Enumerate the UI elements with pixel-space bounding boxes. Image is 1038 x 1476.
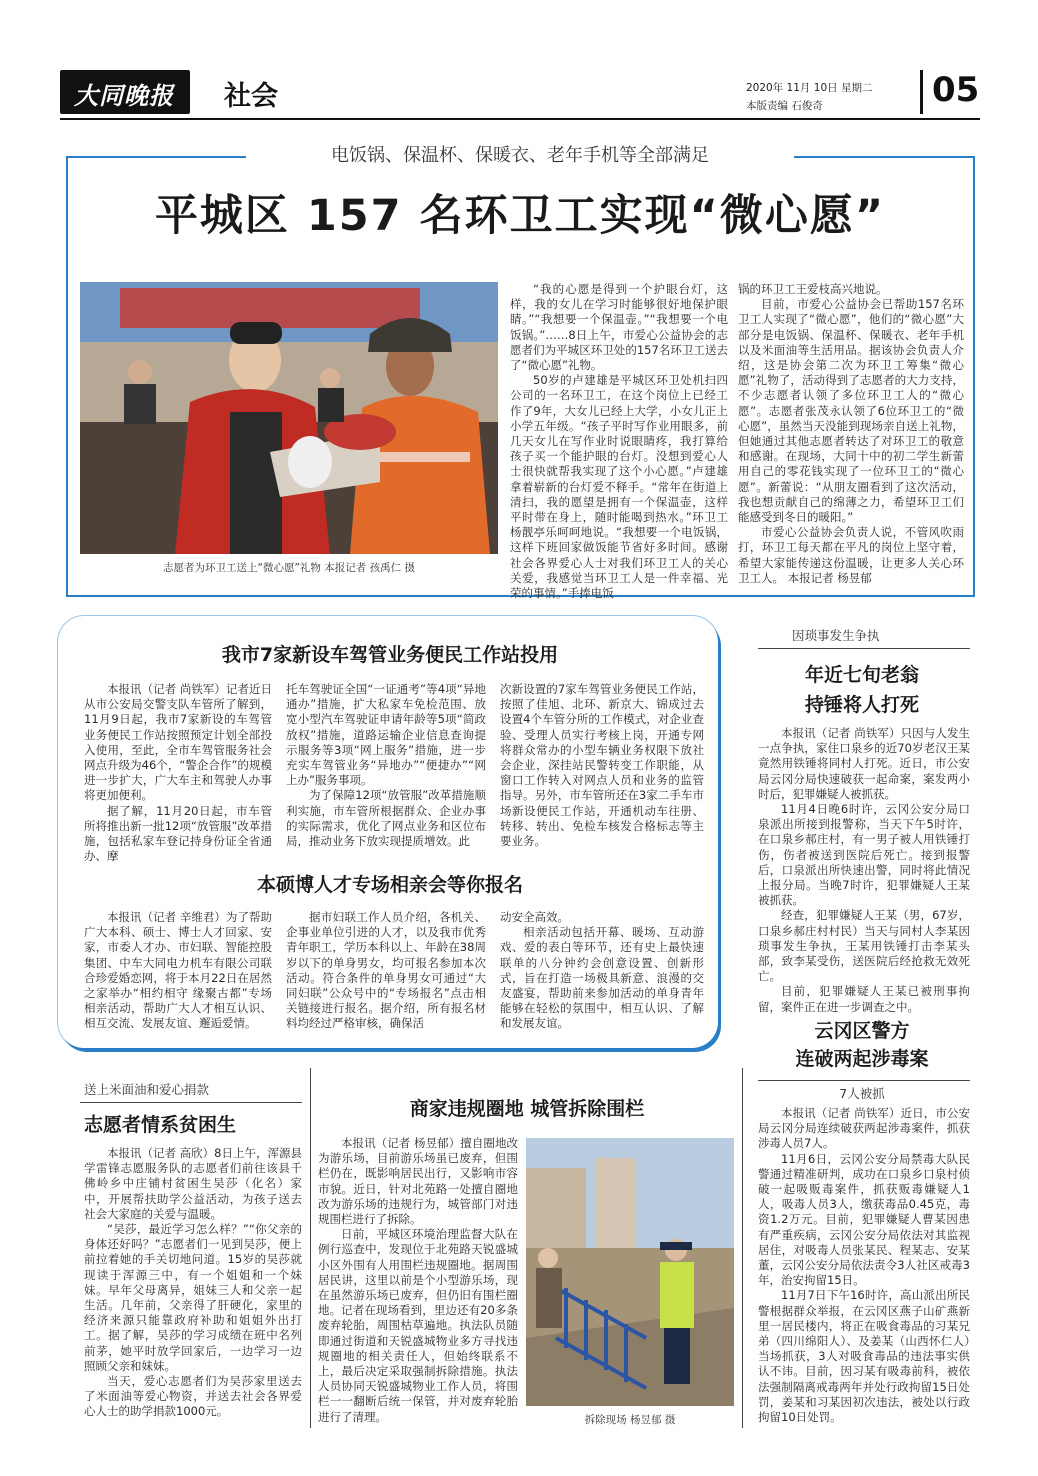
drugs-subhead-rule [758,1080,970,1081]
column-rule-left [310,1068,311,1428]
lead-text-col1 [510,282,728,601]
page-number: 05 [932,70,980,110]
fence-p1: 本报讯（记者 杨昱郁）擅自圈地改为游乐场，目前游乐场虽已废弃，但围栏仍在，既影响居民出行，又影响市容市貌。近日，针对北苑路一处擅自圈地改为游乐场的违规行为，城管部门对违规围栏进行了拆除。 [318,1136,518,1227]
issue-date: 2020年 11月 10日 星期二 [746,82,873,94]
volunteer-p2: “吴莎，最近学习怎么样？”“你父亲的身体还好吗？”志愿者们一见到吴莎，便上前拉着她的手关切地问道。15岁的吴莎就现读于浑源三中，有一个姐姐和一个妹妹。早年父母离异，姐妹三人和父亲一起生活。几年前，父亲得了肝硬化，家里的经济来源只能靠政府补助和姐姐外出打工。据了解，吴莎的学习成绩在班中名列前茅，她平时放学回家后，一边学习一边照顾父亲和妹妹。 [84,1222,302,1373]
volunteer-kicker-rule [80,1102,302,1103]
section-title: 社会 [224,81,278,112]
lead-col1-p1: “我的心愿是得到一个护眼台灯，这样，我的女儿在学习时能够很好地保护眼睛。”“我想要一个保温壶。”“我想要一个电饭锅。”……8日上午，市爱心公益协会的志愿者们为平城区环卫处的157名环卫工送去了“微心愿”礼物。 [510,282,728,373]
dating-col3-p2: 相亲活动包括开幕、暖场、互动游戏、爱的表白等环节，还有史上最快速联单的八分钟约会创意设置、创新形式，旨在打造一场极具新意、浪漫的交友盛宴，帮助前来参加活动的单身青年能够在轻松的氛围中，相互认识、了解和发展友谊。 [500,925,704,1031]
murder-headline-1: 年近七旬老翁 [804,664,919,686]
vehicle-headline: 我市7家新设车驾管业务便民工作站投用 [221,644,559,666]
vehicle-col2-p1: 托车驾驶证全国“一证通考”等4项“异地通办”措施，扩大私家车免检范围、放宽小型汽车驾驶证申请年龄等5项“简政放权”措施，道路运输企业信息查询提示服务等3项“网上服务”措施，进一步充实车驾管业务“异地办”“便捷办”“网上办”服务事项。 [286,682,486,788]
masthead-rule [60,118,980,120]
lead-headline: 平城区 157 名环卫工实现“微心愿” [154,191,886,241]
vehicle-col1-p2: 据了解，11月20日起，市车管所将推出新一批12项“放管服”改革措施，包括私家车登记持身份证全省通办、摩 [84,803,272,864]
dating-col3 [500,910,704,1032]
dating-col3-p1: 动安全高效。 [500,910,569,924]
fence-body [318,1136,518,1425]
vehicle-col3-p1: 次新设置的7家车驾管业务便民工作站，按照了佳旭、北环、新京大、锦成过去设置4个车管分所的工作模式，对企业查验、受理人员实行考核上岗，开通专网将群众常办的小型车辆业务权限下放社会企业，深挂站民警转变工作职能，从窗口工作转入对网点人员和业务的监管指导。另外，市车管所还在3家二手车市场新设便民工作站，开通机动车往册、转移、转出、免检车核发合格标志等主要业务。 [500,682,704,849]
masthead [60,68,980,118]
lead-col2-p1: 锅的环卫工王爱枝高兴地说。 [738,282,888,296]
drugs-p3: 11月7日下午16时许，高山派出所民警根据群众举报，在云冈区燕子山矿燕新里一居民楼内，将正在吸食毒品的习某兄弟（四川绵阳人）、及姜某（山西怀仁人）当场抓获，3人对吸食毒品的违法事实供认不讳。目前，因习某有吸毒前科，被依法强制隔离戒毒两年并处行政拘留15日处罚，姜某和习某因初次违法，被处以行政拘留10日处罚。 [758,1288,970,1425]
murder-p3: 经查，犯罪嫌疑人王某（男，67岁，口泉乡郝庄村村民）当天与同村人李某因琐事发生争执，王某用铁锤打击李某头部，致李某受伤，送医院后经抢救无效死亡。 [758,908,970,984]
masthead-divider [920,70,923,114]
drugs-headline-2: 连破两起涉毒案 [795,1048,929,1070]
fence-p2: 日前，平城区环境治理监督大队在例行巡查中，发现位于北苑路天锐盛城小区外围有人用围栏违规圈地。据周围居民讲，这里以前是个小型游乐场，现在虽然游乐场已废弃，但仍旧有围栏圈地。记者在现场看到，里边还有20多条废弃轮胎，周围枯草遍地。执法队员随即通过街道和天锐盛城物业多方寻找违规圈地的相关责任人，但始终联系不上，最后决定采取强制拆除措施。执法人员协同天锐盛城物业工作人员，将围栏一一翻断后统一保管，并对废弃轮胎进行了清理。 [318,1227,518,1424]
fence-photo-illustration [526,1138,734,1406]
drugs-subhead: 7人被抓 [839,1086,885,1101]
murder-p2: 11月4日晚6时许，云冈公安分局口泉派出所接到报警称，当天下午5时许，在口泉乡郝庄村，有一男子被人用铁锤打伤，伤者被送到医院后死亡。接到报警后，口泉派出所快速出警，同时将此情况上报分局。当晚7时许，犯罪嫌疑人王某被抓获。 [758,802,970,908]
column-rule-right [742,1068,743,1428]
volunteer-p1: 本报讯（记者 高欣）8日上午，浑源县学雷锋志愿服务队的志愿者们前往该县千佛岭乡中庄铺村贫困生吴莎（化名）家中，开展帮扶助学公益活动，为孩子送去社会大家庭的关爱与温暖。 [84,1146,302,1221]
dating-col1-p1: 本报讯（记者 辛维君）为了帮助广大本科、硕士、博士人才回家、安家，市委人才办、市妇联、智能控股集团、中车大同电力机车有限公司联合珍爱婚恋网，将于本月22日在居然之家举办“相约相守 缘聚古都”专场相亲活动，帮助广大人才相互认识、相互交流、发展友谊、邂逅爱情。 [84,910,272,1031]
vehicle-col2-p2: 为了保障12项“放管服”改革措施顺利实施，市车管所根据群众、企业办事的实际需求，优化了网点业务和区位布局，推动业务下放实现提质增效。此 [286,788,486,849]
vehicle-col1-p1: 本报讯（记者 尚铁军）记者近日从市公安局交警支队车管所了解到，11月9日起，我市7家新设的车驾管业务便民工作站按照预定计划全部投入使用，至此，全市车驾管服务社会网点升级为46个，“警企合作”的规模进一步扩大，广大车主和驾驶人办事将更加便利。 [84,682,272,803]
lead-text-col2 [738,282,964,586]
lead-col1-p2: 50岁的卢建雄是平城区环卫处机扫四公司的一名环卫工，在这个岗位上已经工作了9年，大女儿已经上大学，小女儿正上小学五年级。“孩子平时写作业用眼多，前几天女儿在写作业时说眼睛疼，我打算给孩子买一个能护眼的台灯。没想到爱心人士很快就帮我实现了这个小心愿。”卢建雄拿着崭新的台灯爱不释手。“常年在街道上清扫，我的愿望是拥有一个保温壶，这样平时带在身上，随时能喝到热水。”环卫工杨靓亭乐呵呵地说。“我想要一个电饭锅，这样下班回家做饭能节省好多时间。感谢社会各界爱心人士对我们环卫工人的关心关爱，我感觉当环卫工人是一件幸福、光荣的事情。”手捧电饭 [510,373,728,601]
dating-headline: 本硕博人才专场相亲会等你报名 [256,874,523,896]
logo-text: 大同晚报 [74,81,174,110]
volunteer-kicker: 送上米面油和爱心捐款 [84,1082,210,1097]
vehicle-col2 [286,682,486,849]
murder-p4: 目前，犯罪嫌疑人王某已被刑事拘留，案件正在进一步调查之中。 [758,984,970,1014]
drugs-headline-1: 云冈区警方 [814,1020,910,1042]
drugs-body [758,1106,970,1425]
lead-kicker-text: 电饭锅、保温杯、保暖衣、老年手机等全部满足 [331,145,709,166]
drugs-p1: 本报讯（记者 尚铁军）近日，市公安局云冈分局连续破获两起涉毒案件，抓获涉毒人员7人。 [758,1106,970,1151]
lead-photo-illustration [80,282,498,554]
vehicle-col3 [500,682,704,849]
murder-headline-2: 持锤将人打死 [804,694,919,716]
fence-photo-caption: 拆除现场 杨昱郁 摄 [584,1414,676,1426]
drugs-p2: 11月6日，云冈公安分局禁毒大队民警通过精准研判，成功在口泉乡口泉村侦破一起吸贩毒案件，抓获贩毒嫌疑人1人，吸毒人员3人，缴获毒品0.45克，毒资1.2万元。目前，犯罪嫌疑人曹某因患有严重疾病，云冈公安分局依法对其监视居住，对吸毒人员张某民、程某志、安某董，云冈公安分局依法责令3人社区戒毒3年，治安拘留15日。 [758,1151,970,1288]
vehicle-col1 [84,682,272,864]
dating-col1 [84,910,272,1032]
dating-col2-p1: 据市妇联工作人员介绍，各机关、企事业单位引进的人才，以及我市优秀青年职工，学历本科以上、年龄在38周岁以下的单身男女，均可报名参加本次活动。符合条件的单身男女可通过“大同妇联”公众号中的“专场报名”点击相关链接进行报名。据介绍，所有报名材料均经过严格审核，确保活 [286,910,486,1031]
lead-photo-caption: 志愿者为环卫工送上“微心愿”礼物 本报记者 孩禹仁 摄 [163,562,415,574]
page-editor: 本版责编 石俊奇 [746,100,823,112]
volunteer-p3: 当天，爱心志愿者们为吴莎家里送去了米面油等爱心物资，并送去社会各界爱心人士的助学捐款1000元。 [84,1374,302,1419]
murder-kicker-rule [758,648,970,649]
murder-p1: 本报讯（记者 尚铁军）只因与人发生一点争执，家住口泉乡的近70岁老汉王某竟然用铁锤将同村人打死。近日，市公安局云冈分局快速破获一起命案，案发两小时后，犯罪嫌疑人被抓获。 [758,726,970,801]
volunteer-body [84,1146,302,1420]
lead-photo [80,282,498,554]
masthead-logo [60,70,190,114]
fence-photo [526,1138,734,1406]
lead-col2-p3: 市爱心公益协会负责人说，不管风吹雨打，环卫工每天都在平凡的岗位上坚守着，希望大家能传递这份温暖，让更多人关心环卫工人。 本报记者 杨昱郁 [738,525,964,585]
lead-kicker [246,143,794,169]
fence-headline: 商家违规圈地 城管拆除围栏 [409,1098,645,1120]
dating-col2 [286,910,486,1032]
lead-col2-p2: 目前，市爱心公益协会已帮助157名环卫工人实现了“微心愿”，他们的“微心愿”大部分是电饭锅、保温杯、保暖衣、老年手机以及米面油等生活用品。据该协会负责人介绍，这是协会第二次为环卫工筹集“微心愿”礼物了，活动得到了志愿者的大力支持，不少志愿者认领了多位环卫工人的“微心愿”。志愿者张茂永认领了6位环卫工的“微心愿”，虽然当天没能到现场亲自送上礼物，但她通过其他志愿者转达了对环卫工的敬意和感谢。在现场，大同十中的初二学生新蕾用自己的零花钱实现了一位环卫工的“微心愿”。新蕾说：“从朋友圈看到了这次活动，我也想贡献自己的绵薄之力，希望环卫工们能感受到冬日的暖阳。” [738,297,964,525]
volunteer-headline: 志愿者情系贫困生 [84,1114,237,1136]
murder-body [758,726,970,1015]
murder-kicker: 因琐事发生争执 [792,628,880,643]
